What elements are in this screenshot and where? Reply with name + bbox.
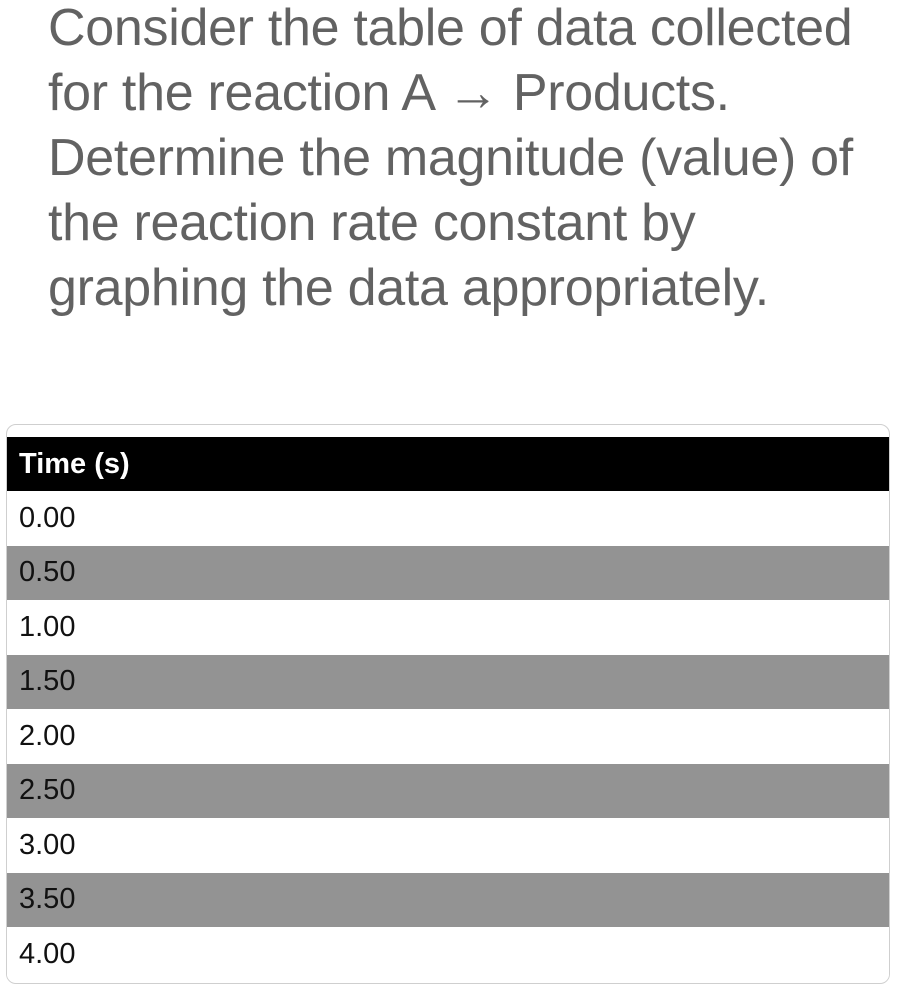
time-cell: 4.00 [7, 927, 889, 982]
data-table-card [6, 424, 890, 984]
column-header-time: Time (s) [7, 437, 889, 491]
table-row [7, 600, 889, 655]
question-text: Consider the table of data collected for the reaction A → Products. Determine the magnitude (value) of the reaction rate constant by graphing the data appropriately. [48, 0, 853, 317]
table-row [7, 709, 889, 764]
table-row [7, 764, 889, 819]
time-cell: 0.00 [7, 491, 889, 546]
time-cell: 3.50 [7, 873, 889, 928]
table-row [7, 655, 889, 710]
table-row [7, 873, 889, 928]
time-cell: 2.00 [7, 709, 889, 764]
time-cell: 2.50 [7, 764, 889, 819]
time-cell: 1.50 [7, 655, 889, 710]
table-row [7, 491, 889, 546]
table-row [7, 546, 889, 601]
table-row [7, 818, 889, 873]
time-cell: 3.00 [7, 818, 889, 873]
table-header-row [7, 437, 889, 491]
table-row [7, 927, 889, 982]
data-table [7, 437, 889, 982]
time-cell: 0.50 [7, 546, 889, 601]
time-cell: 1.00 [7, 600, 889, 655]
